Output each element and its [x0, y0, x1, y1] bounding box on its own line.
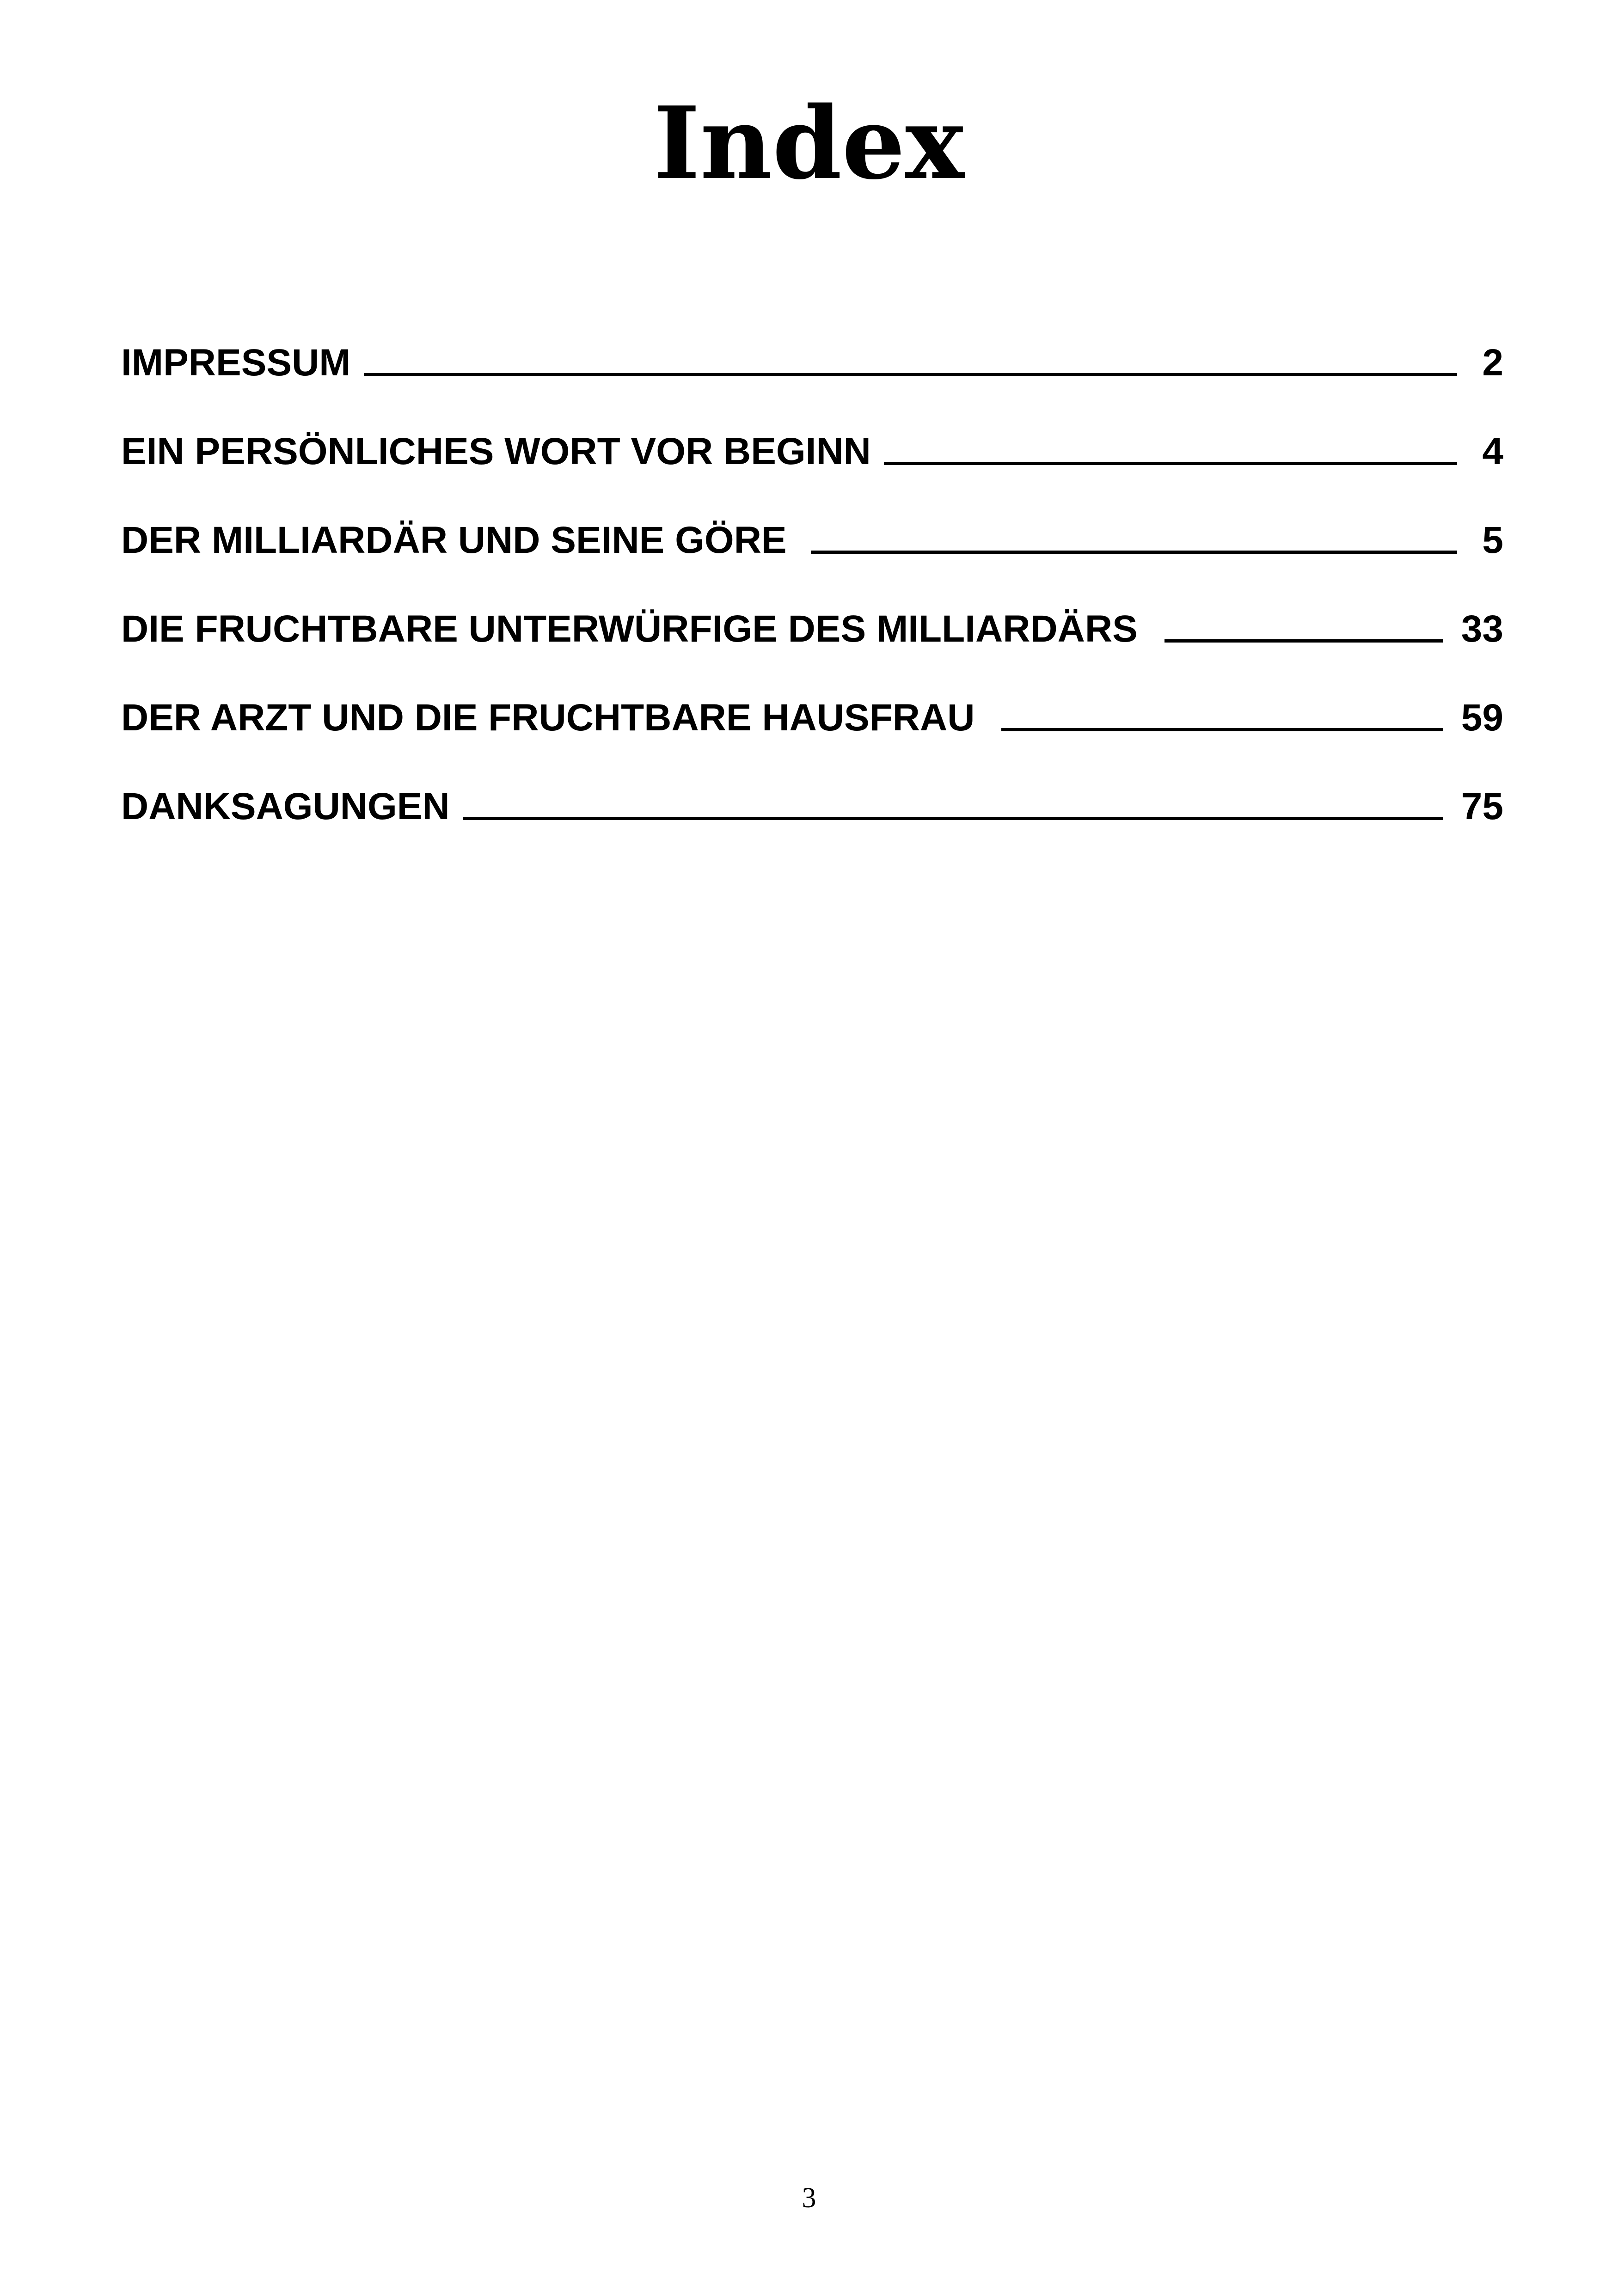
table-of-contents: [121, 333, 1503, 865]
toc-leader-line: [463, 813, 1443, 820]
toc-entry-title: DER ARZT UND DIE FRUCHTBARE HAUSFRAU: [121, 697, 975, 739]
toc-leader-line: [1001, 724, 1442, 731]
toc-entry-page: 59: [1461, 697, 1503, 739]
toc-entry-title: EIN PERSÖNLICHES WORT VOR BEGINN: [121, 430, 871, 472]
toc-leader-line: [1164, 636, 1443, 643]
toc-entry-title: DER MILLIARDÄR UND SEINE GÖRE: [121, 519, 787, 561]
toc-entry-page: 75: [1461, 785, 1503, 827]
toc-entry-persoenliches-wort[interactable]: [121, 422, 1503, 510]
toc-entry-arzt-hausfrau[interactable]: [121, 688, 1503, 777]
toc-leader-line: [364, 369, 1457, 376]
toc-entry-title: DANKSAGUNGEN: [121, 785, 450, 827]
page-number: 3: [802, 2182, 816, 2214]
toc-entry-danksagungen[interactable]: [121, 777, 1503, 865]
toc-entry-title: DIE FRUCHTBARE UNTERWÜRFIGE DES MILLIARDÄRS: [121, 608, 1138, 650]
toc-entry-page: 5: [1482, 519, 1503, 561]
page-title: Index: [653, 85, 965, 202]
toc-entry-impressum[interactable]: [121, 333, 1503, 422]
toc-entry-fruchtbare-unterwuerfige[interactable]: [121, 599, 1503, 688]
toc-entry-title: IMPRESSUM: [121, 342, 351, 384]
toc-entry-page: 33: [1461, 608, 1503, 650]
toc-entry-page: 2: [1482, 342, 1503, 384]
toc-entry-page: 4: [1482, 430, 1503, 472]
toc-leader-line: [811, 547, 1457, 554]
toc-entry-milliardaer-goere[interactable]: [121, 510, 1503, 599]
toc-leader-line: [884, 458, 1457, 465]
